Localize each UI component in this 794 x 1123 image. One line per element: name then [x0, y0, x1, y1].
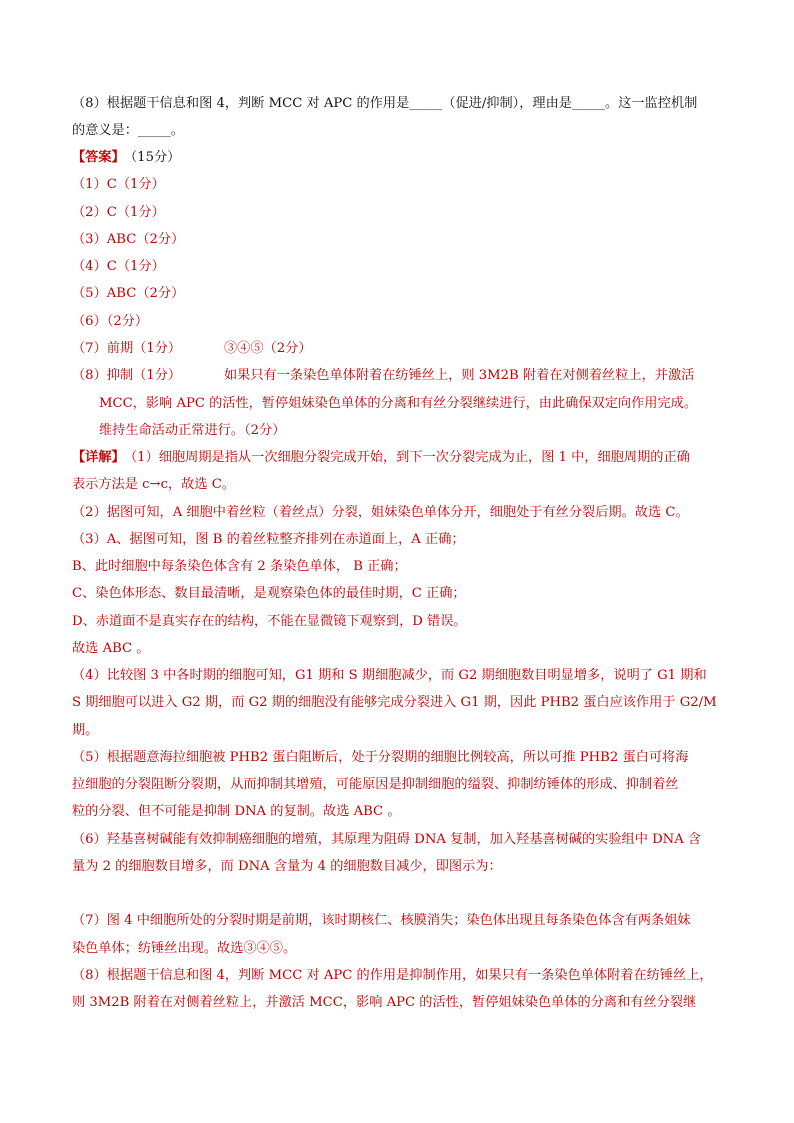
answer-tag: 【答案】: [72, 150, 125, 165]
answer-score: （15分）: [124, 150, 181, 165]
explanation-tag: 【详解】: [72, 450, 125, 465]
document-page: （8）根据题干信息和图 4，判断 MCC 对 APC 的作用是_____（促进/抑制），理由是_____。这一监控机制 的意义是：_____。 【答案】 （15分） （1）C（1分） （2）C（1分） （3）ABC（2分） （4）C（1分） （5）ABC（2分） （6）（2分） （7）前期（1分） ③④⑤（2分） （8）抑制（1分） 如果只有一条染色单体附着在纺锤丝上，则 3M2B 附着在对侧着丝粒上，并激活 MCC，影响 APC 的活性，暂停姐妹染色单体的分离和有丝分裂继续进行，由此确保双定向作用完成。 维持生命活动正常进行。（2分） 【详解】 （1）细胞周期是指从一次细胞分裂完成开始，到下一次分裂完成为止，图 1 中，细胞周期的正确 表示方法是 c→c，故选 C。 （2）据图可知，A 细胞中着丝粒（着丝点）分裂，姐妹染色单体分开，细胞处于有丝分裂后期。故选 C。 （3）A、据图可知，图 B 的着丝粒整齐排列在赤道面上，A 正确； B、此时细胞中每条染色体含有 2 条染色单体， B 正确； C、染色体形态、数目最清晰，是观察染色体的最佳时期，C 正确； D、赤道面不是真实存在的结构，不能在显微镜下观察到，D 错误。 故选 ABC 。 （4）比较图 3 中各时期的细胞可知，G1 期和 S 期细胞减少，而 G2 期细胞数目明显增多，说明了 G1 期和 S 期细胞可以进入 G2 期，而 G2 期的细胞没有能够完成分裂进入 G1 期，因此 PHB2 蛋白应该作用于 G2/M 期。 （5）根据题意海拉细胞被 PHB2 蛋白阻断后，处于分裂期的细胞比例较高，所以可推 PHB2 蛋白可将海 拉细胞的分裂阻断分裂期，从而抑制其增殖，可能原因是抑制细胞的缢裂、抑制纺锤体的形成、抑制着丝 粒的分裂、但不可能是抑制 DNA 的复制。故选 ABC 。 （6）羟基喜树碱能有效抑制癌细胞的增殖，其原理为阻碍 DNA 复制，加入羟基喜树碱的实验组中 DNA 含 量为 2 的细胞数目增多，而 DNA 含量为 4 的细胞数目减少，即图示为： （7）图 4 中细胞所处的分裂时期是前期，该时期核仁、核膜消失；染色体出现且每条染色体含有两条姐妹 染色单体；纺锤丝出现。故选③④⑤。 （8）根据题干信息和图 4，判断 MCC 对 APC 的作用是抑制作用，如果只有一条染色单体附着在纺锤丝上， 则 3M2B 附着在对侧着丝粒上，并激活 MCC，影响 APC 的活性，暂停姐妹染色单体的分离和有丝分裂继: [72, 96, 717, 1010]
